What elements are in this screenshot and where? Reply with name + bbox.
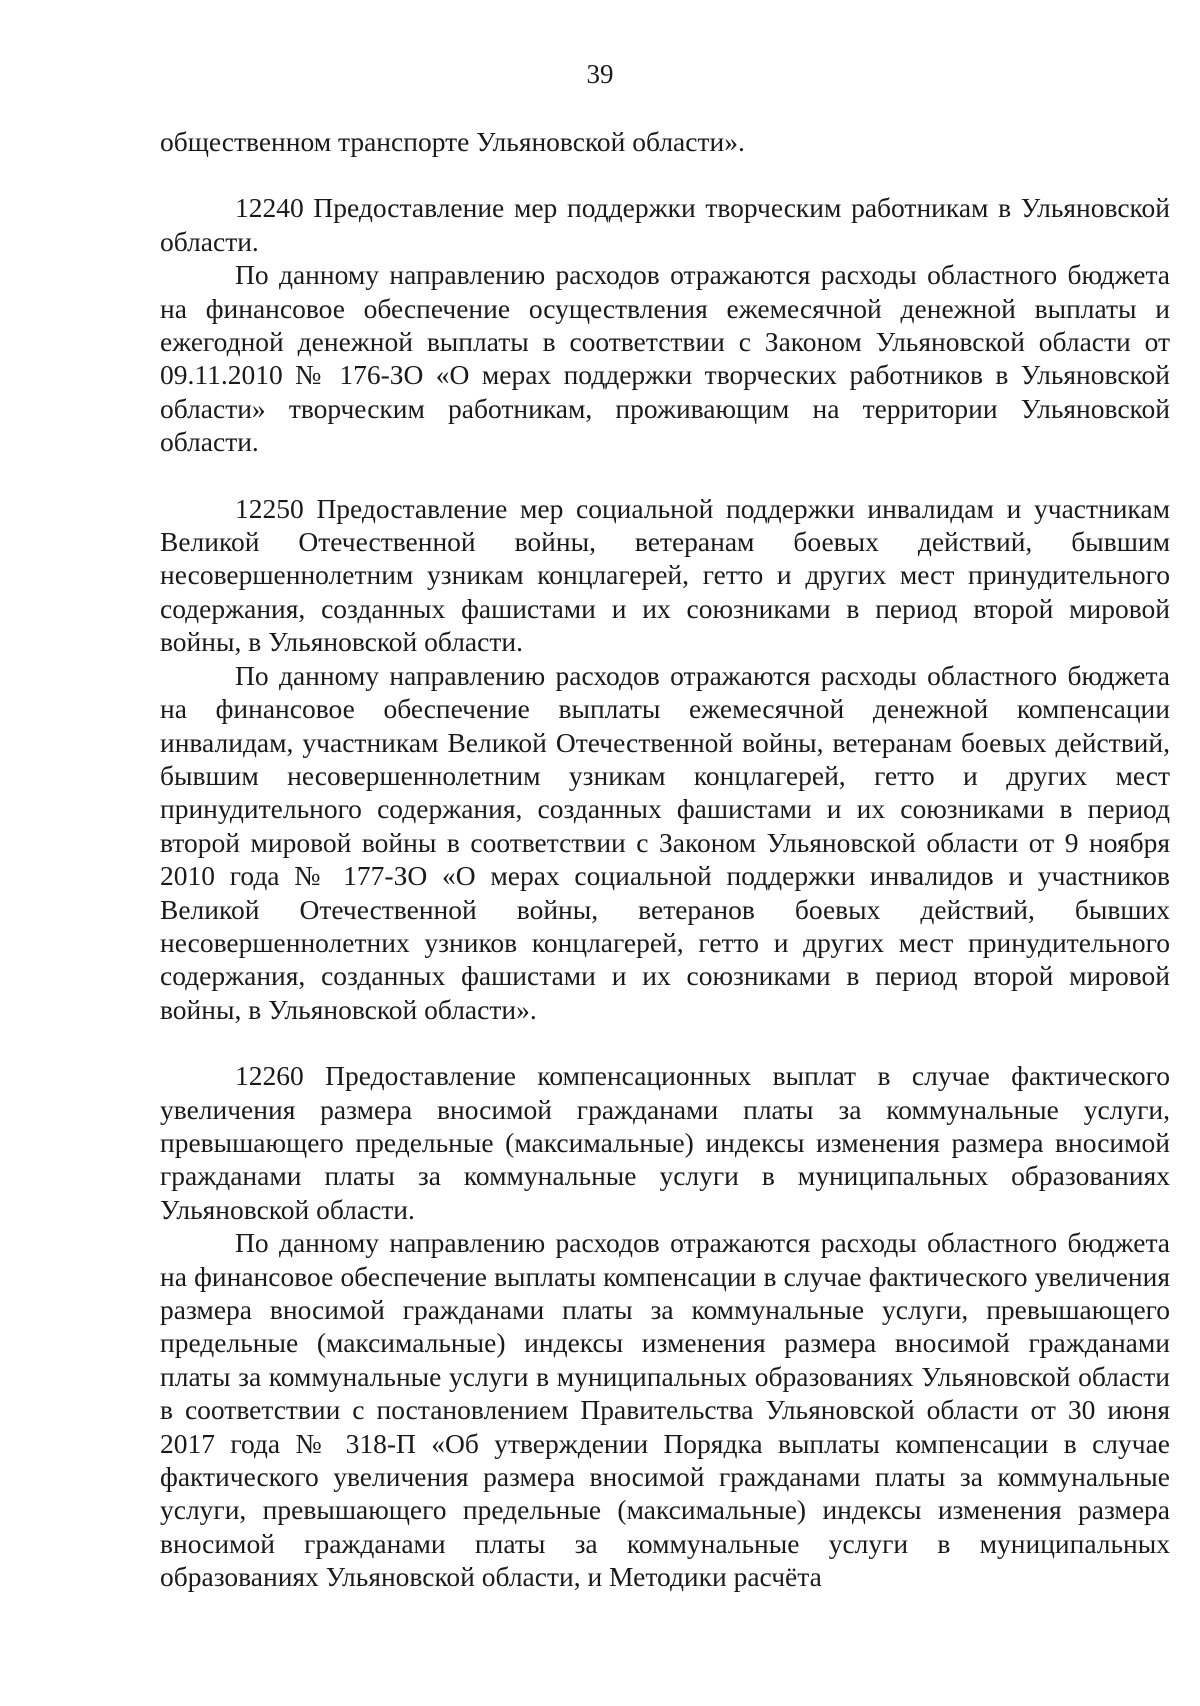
section-heading-12260: 12260 Предоставление компенсационных выплат в случае фактического увеличения размера вносимой гражданами платы за коммунальные услуги, превышающего предельные (максимальные) индексы изменения размера вносимой гражданами платы за коммунальные услуги в муниципальных образованиях Ульяновской области. [160, 1060, 1170, 1225]
paragraph-continuation: общественном транспорте Ульяновской области». [160, 126, 745, 157]
section-heading-12240: 12240 Предоставление мер поддержки творческим работникам в Ульяновской области. [160, 192, 1170, 257]
section-heading-12250: 12250 Предоставление мер социальной поддержки инвалидам и участникам Великой Отечественной войны, ветеранам боевых действий, бывшим несовершеннолетним узникам концлагерей, гетто и других мест принудительного содержания, созданных фашистами и их союзниками в период второй мировой войны, в Ульяновской области. [160, 492, 1170, 658]
document-body [160, 125, 1170, 1594]
paragraph-12250-description: По данному направлению расходов отражаются расходы областного бюджета на финансовое обеспечение выплаты ежемесячной денежной компенсации инвалидам, участникам Великой Отечественной войны, ветеранам боевых действий, бывшим несовершеннолетним узникам концлагерей, гетто и других мест принудительного содержания, созданных фашистами и их союзниками в период второй мировой войны в соответствии с Законом Ульяновской области от 9 ноября 2010 года № 177-ЗО «О мерах социальной поддержки инвалидов и участников Великой Отечественной войны, ветеранов боевых действий, бывших несовершеннолетних узников концлагерей, гетто и других мест принудительного содержания, созданных фашистами и их союзниками в период второй мировой войны, в Ульяновской области». [160, 659, 1170, 1025]
paragraph-12240-description: По данному направлению расходов отражаются расходы областного бюджета на финансовое обеспечение осуществления ежемесячной денежной выплаты и ежегодной денежной выплаты в соответствии с Законом Ульяновской области от 09.11.2010 № 176-ЗО «О мерах поддержки творческих работников в Ульяновской области» творческим работникам, проживающим на территории Ульяновской области. [160, 259, 1170, 458]
paragraph-12260-description: По данному направлению расходов отражаются расходы областного бюджета на финансовое обеспечение выплаты компенсации в случае фактического увеличения размера вносимой гражданами платы за коммунальные услуги, превышающего предельные (максимальные) индексы изменения размера вносимой гражданами платы за коммунальные услуги в муниципальных образованиях Ульяновской области в соответствии с постановлением Правительства Ульяновской области от 30 июня 2017 года № 318-П «Об утверждении Порядка выплаты компенсации в случае фактического увеличения размера вносимой гражданами платы за коммунальные услуги, превышающего предельные (максимальные) индексы изменения размера вносимой гражданами платы за коммунальные услуги в муниципальных образованиях Ульяновской области, и Методики расчёта [160, 1227, 1170, 1593]
page-number: 39 [586, 59, 614, 89]
